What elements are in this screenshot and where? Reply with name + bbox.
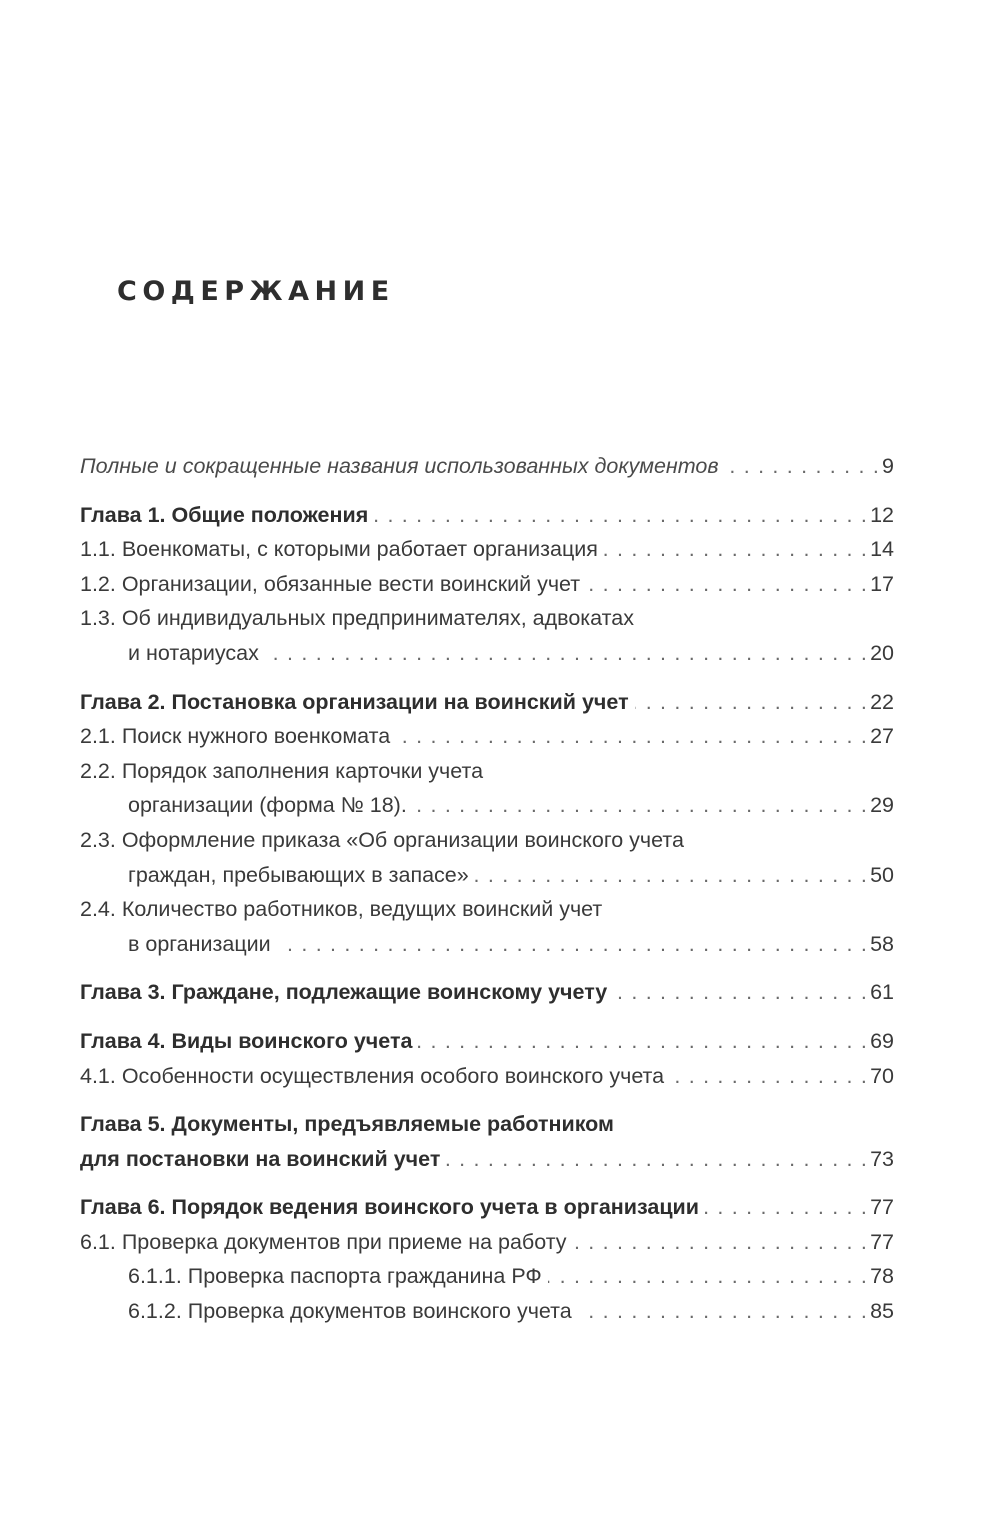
toc-entry-chapter-6 xyxy=(80,1190,894,1225)
toc-page-number: 12 xyxy=(870,502,894,527)
toc-entry-chapter-1 xyxy=(80,498,894,533)
toc-entry-title: 6.1.1. Проверка паспорта гражданина РФ xyxy=(128,1264,542,1289)
toc-entry-title: 1.2. Организации, обязанные вести воинский учет xyxy=(80,571,581,596)
toc-entry-title: 6.1.2. Проверка документов воинского учета xyxy=(128,1299,572,1324)
dot-leader xyxy=(725,449,880,484)
dot-leader xyxy=(446,1142,868,1177)
dot-leader xyxy=(578,1294,868,1329)
dot-leader xyxy=(548,1259,868,1294)
dot-leader xyxy=(635,685,868,720)
toc-entry-title-continuation: в организации xyxy=(128,931,271,956)
toc-entry-section-1-2 xyxy=(80,567,894,602)
toc-page-number: 17 xyxy=(870,571,894,596)
toc-entry-title-first-line: 1.3. Об индивидуальных предпринимателях, адвокатах xyxy=(80,606,634,631)
toc-entry-title: Глава 6. Порядок ведения воинского учета в организации xyxy=(80,1195,699,1220)
toc-page-number: 70 xyxy=(870,1063,894,1088)
toc-page-number: 22 xyxy=(870,689,894,714)
dot-leader xyxy=(277,927,868,962)
toc-entry-section-1-1 xyxy=(80,532,894,567)
toc-page-number: 50 xyxy=(870,862,894,887)
page-title: СОДЕРЖАНИЕ xyxy=(117,276,395,307)
toc-entry-title-first-line: 2.4. Количество работников, ведущих воинский учет xyxy=(80,897,603,922)
toc-entry-title: Глава 2. Постановка организации на воинский учет xyxy=(80,689,629,714)
toc-entry-section-2-2 xyxy=(80,754,894,823)
toc-entry-section-6-1-2 xyxy=(80,1294,894,1329)
toc-page-number: 85 xyxy=(870,1299,894,1324)
toc-entry-title-continuation: граждан, пребывающих в запасе» xyxy=(128,862,469,887)
dot-leader xyxy=(475,858,868,893)
toc-entry-title: 4.1. Особенности осуществления особого воинского учета xyxy=(80,1063,665,1088)
toc-entry-title-first-line: Глава 5. Документы, предъявляемые работником xyxy=(80,1112,614,1137)
toc-page-number: 61 xyxy=(870,980,894,1005)
dot-leader xyxy=(705,1190,868,1225)
dot-leader xyxy=(418,1024,868,1059)
dot-leader xyxy=(573,1225,869,1260)
toc-entry-section-2-3 xyxy=(80,823,894,892)
toc-page-number: 14 xyxy=(870,537,894,562)
dot-leader xyxy=(413,788,868,823)
toc-page-number: 69 xyxy=(870,1028,894,1053)
toc-entry-title: 1.1. Военкоматы, с которыми работает организация xyxy=(80,537,598,562)
table-of-contents xyxy=(80,449,894,1329)
toc-page-number: 78 xyxy=(870,1264,894,1289)
toc-entry-title-continuation: организации (форма № 18). xyxy=(128,793,407,818)
toc-page-number: 27 xyxy=(870,724,894,749)
toc-entry-title-first-line: 2.2. Порядок заполнения карточки учета xyxy=(80,758,484,783)
toc-page-number: 77 xyxy=(870,1195,894,1220)
toc-entry-chapter-5 xyxy=(80,1107,894,1176)
toc-entry-section-2-4 xyxy=(80,892,894,961)
toc-entry-section-6-1 xyxy=(80,1225,894,1260)
dot-leader xyxy=(396,719,868,754)
toc-entry-section-1-3 xyxy=(80,601,894,670)
toc-entry-front-matter xyxy=(80,449,894,484)
dot-leader xyxy=(265,636,868,671)
toc-entry-title: Глава 3. Граждане, подлежащие воинскому учету xyxy=(80,980,608,1005)
toc-page-number: 20 xyxy=(870,640,894,665)
toc-entry-section-6-1-1 xyxy=(80,1259,894,1294)
toc-page-number: 58 xyxy=(870,931,894,956)
toc-page-number: 73 xyxy=(870,1146,894,1171)
toc-entry-title: 6.1. Проверка документов при приеме на работу xyxy=(80,1229,567,1254)
toc-entry-section-4-1 xyxy=(80,1059,894,1094)
dot-leader xyxy=(586,567,868,602)
toc-page-number: 29 xyxy=(870,793,894,818)
toc-entry-title: Полные и сокращенные названия использованных документов xyxy=(80,454,719,478)
toc-entry-title: Глава 1. Общие положения xyxy=(80,502,369,527)
toc-entry-section-2-1 xyxy=(80,719,894,754)
toc-page-number: 9 xyxy=(882,454,894,478)
toc-entry-title-continuation: для постановки на воинский учет xyxy=(80,1146,441,1171)
toc-entry-title-continuation: и нотариусах xyxy=(128,640,259,665)
toc-page-number: 77 xyxy=(870,1229,894,1254)
dot-leader xyxy=(374,498,868,533)
toc-entry-chapter-2 xyxy=(80,685,894,720)
dot-leader xyxy=(613,975,868,1010)
dot-leader xyxy=(670,1059,868,1094)
toc-entry-chapter-4 xyxy=(80,1024,894,1059)
toc-entry-title: Глава 4. Виды воинского учета xyxy=(80,1028,413,1053)
dot-leader xyxy=(604,532,868,567)
toc-entry-title: 2.1. Поиск нужного военкомата xyxy=(80,724,391,749)
toc-entry-chapter-3 xyxy=(80,975,894,1010)
toc-entry-title-first-line: 2.3. Оформление приказа «Об организации воинского учета xyxy=(80,827,684,852)
